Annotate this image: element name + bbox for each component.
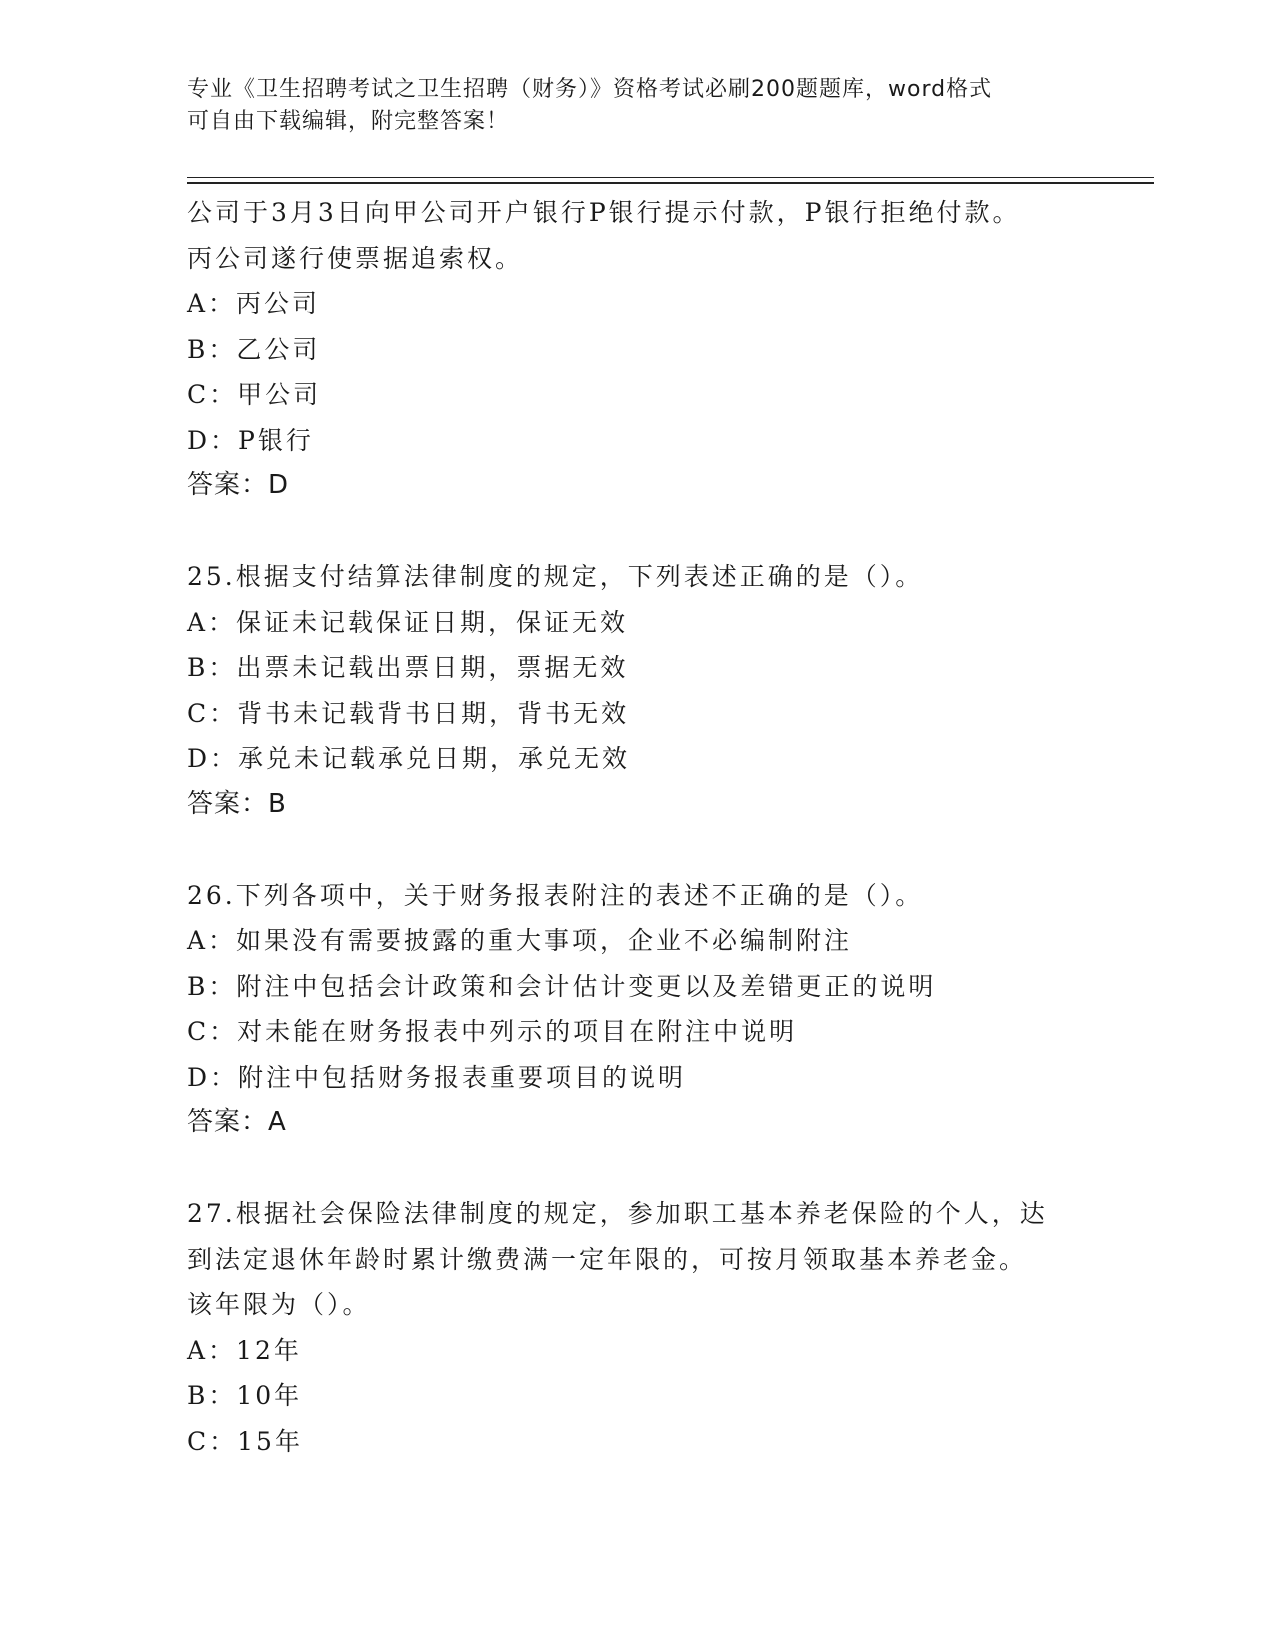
spacer — [187, 827, 1087, 873]
answer-line: 答案：D — [187, 470, 290, 500]
option-d: D：附注中包括财务报表重要项目的说明 — [187, 1062, 687, 1092]
option-d: D：承兑未记载承兑日期，承兑无效 — [187, 744, 631, 773]
question-block-27 — [187, 1191, 1087, 1464]
option-a: A：丙公司 — [187, 289, 321, 318]
header-divider-bottom — [187, 182, 1154, 184]
option-b: B：乙公司 — [187, 334, 321, 364]
spacer — [187, 1146, 1087, 1192]
option-d: D：P银行 — [187, 425, 314, 455]
spacer — [187, 509, 1087, 555]
option-c: C：背书未记载背书日期，背书无效 — [187, 698, 630, 728]
header-line-1: 专业《卫生招聘考试之卫生招聘（财务）》资格考试必刷200题题库，word格式 — [187, 77, 993, 102]
header-line-2: 可自由下载编辑，附完整答案！ — [187, 109, 510, 134]
option-c: C：甲公司 — [187, 380, 322, 409]
question-block-continued — [187, 190, 1087, 509]
question-text-line: 公司于3月3日向甲公司开户银行P银行提示付款，P银行拒绝付款。 — [187, 198, 1021, 227]
option-c: C：15年 — [187, 1426, 303, 1456]
option-a: A：12年 — [187, 1335, 302, 1365]
answer-line: 答案：B — [187, 788, 287, 819]
question-content — [187, 190, 1087, 1464]
question-text-line: 丙公司遂行使票据追索权。 — [187, 243, 524, 273]
question-text-line: 到法定退休年龄时累计缴费满一定年限的，可按月领取基本养老金。 — [187, 1244, 1028, 1274]
option-a: A：保证未记载保证日期，保证无效 — [187, 607, 629, 637]
question-text-line: 25.根据支付结算法律制度的规定，下列表述正确的是（）。 — [187, 562, 924, 591]
question-block-25 — [187, 554, 1087, 827]
document-header — [187, 74, 1087, 138]
answer-line: 答案：A — [187, 1107, 287, 1137]
question-text-line: 26.下列各项中，关于财务报表附注的表述不正确的是（）。 — [187, 880, 924, 910]
question-block-26 — [187, 873, 1087, 1146]
header-divider-top — [187, 177, 1154, 178]
option-b: B：附注中包括会计政策和会计估计变更以及差错更正的说明 — [187, 971, 937, 1001]
option-a: A：如果没有需要披露的重大事项，企业不必编制附注 — [187, 926, 853, 955]
option-b: B：10年 — [187, 1381, 303, 1410]
option-c: C：对未能在财务报表中列示的项目在附注中说明 — [187, 1017, 798, 1046]
option-b: B：出票未记载出票日期，票据无效 — [187, 653, 629, 682]
question-text-line: 该年限为（）。 — [187, 1290, 371, 1319]
question-text-line: 27.根据社会保险法律制度的规定，参加职工基本养老保险的个人，达 — [187, 1199, 1048, 1228]
